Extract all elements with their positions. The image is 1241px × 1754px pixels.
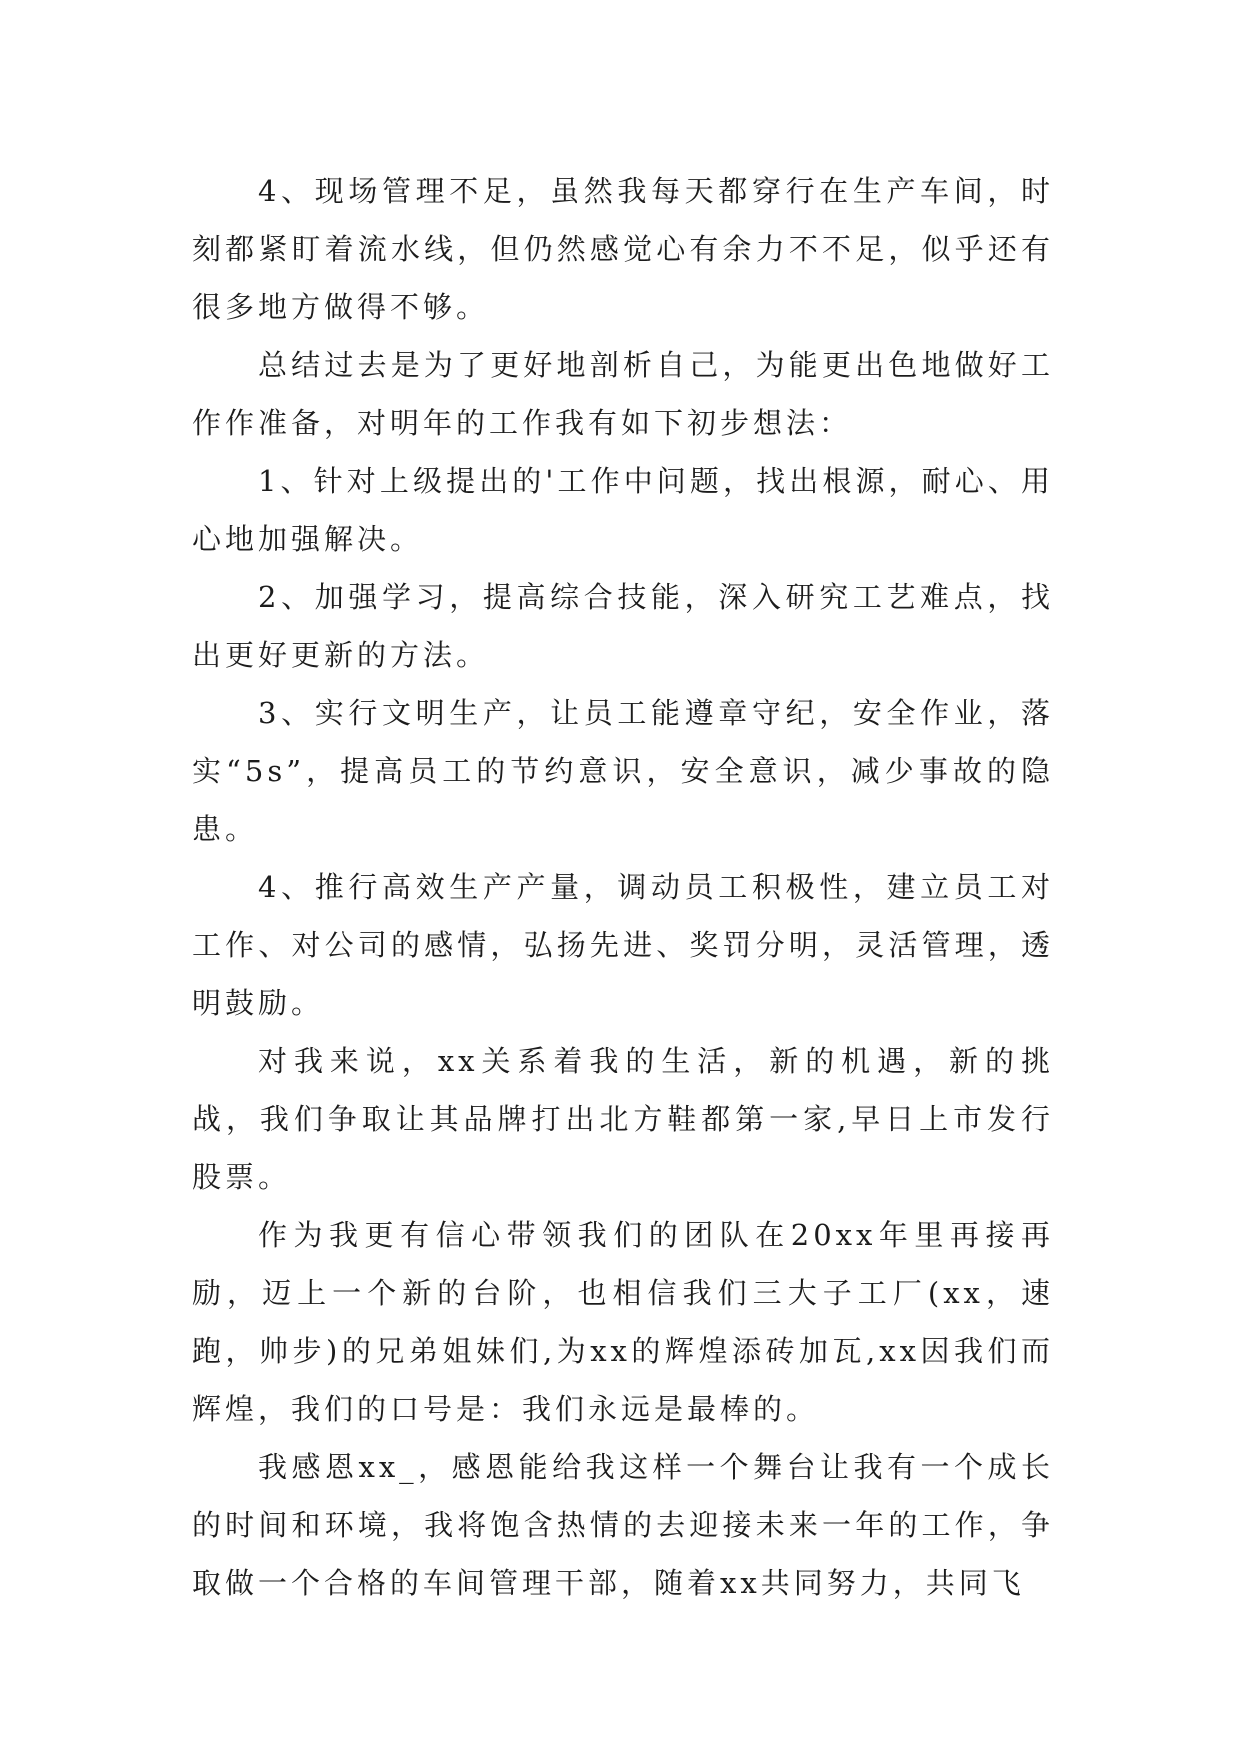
paragraph-team-confidence: 作为我更有信心带领我们的团队在20xx年里再接再励，迈上一个新的台阶，也相信我们三大子工厂(xx，速跑，帅步)的兄弟姐妹们,为xx的辉煌添砖加瓦,xx因我们而辉煌，我们的口号是：我们永远是最棒的。 bbox=[192, 1218, 1054, 1426]
paragraph-plan-4: 4、推行高效生产产量，调动员工积极性，建立员工对工作、对公司的感情，弘扬先进、奖罚分明，灵活管理，透明鼓励。 bbox=[192, 870, 1054, 1020]
document-body bbox=[192, 162, 1054, 1612]
paragraph-summary-intro: 总结过去是为了更好地剖析自己，为能更出色地做好工作作准备，对明年的工作我有如下初步想法： bbox=[192, 348, 1054, 440]
paragraph-company-goals: 对我来说，xx关系着我的生活，新的机遇，新的挑战，我们争取让其品牌打出北方鞋都第一家,早日上市发行股票。 bbox=[192, 1044, 1054, 1194]
paragraph-plan-1: 1、针对上级提出的'工作中问题，找出根源，耐心、用心地加强解决。 bbox=[192, 464, 1054, 556]
paragraph-gratitude: 我感恩xx_，感恩能给我这样一个舞台让我有一个成长的时间和环境，我将饱含热情的去迎接未来一年的工作，争取做一个合格的车间管理干部，随着xx共同努力，共同飞 bbox=[192, 1450, 1054, 1600]
paragraph-site-management: 4、现场管理不足，虽然我每天都穿行在生产车间，时刻都紧盯着流水线，但仍然感觉心有余力不不足，似乎还有很多地方做得不够。 bbox=[192, 174, 1054, 324]
paragraph-plan-2: 2、加强学习，提高综合技能，深入研究工艺难点，找出更好更新的方法。 bbox=[192, 580, 1054, 672]
paragraph-plan-3: 3、实行文明生产，让员工能遵章守纪，安全作业，落实“5s”，提高员工的节约意识，安全意识，减少事故的隐患。 bbox=[192, 696, 1054, 846]
